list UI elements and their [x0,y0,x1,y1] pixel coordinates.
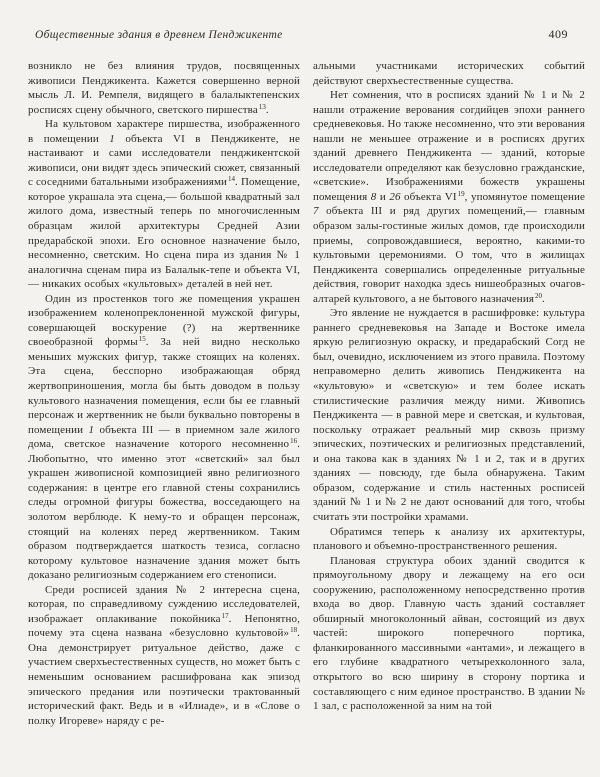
paragraph: Плановая структура обоих зданий сводится к прямоугольному двору и лежащему на его оси сооружению, расположенному непосредственно против входа во двор. Главную часть зданий составляет обширный многоколонный айван, состоящий из двух частей: широкого поперечного портика, фланкированного массивными «антами», и лежащего в его глубине квадратного четырехколонного зала, открытого во всю ширину в сторону портика и составляющего с ним единое пространство. В здании № 1 зал, с расположенной за ним на той [313,554,585,713]
italic-number: 1 [88,423,95,436]
footnote-marker: 17 [221,611,229,620]
right-column [313,59,585,728]
running-header-title: Общественные здания в древнем Пенджикенте [35,29,283,41]
italic-number: 26 [389,190,401,203]
footnote-marker: 14 [228,175,236,184]
footnote-marker: 20 [535,291,542,300]
italic-number: 7 [313,205,319,218]
italic-number: 1 [109,132,115,145]
paragraph: Нет сомнения, что в росписях зданий № 1 и № 2 нашли отражение верования согдийцев эпохи раннего средневековья. Но также несомненно, что эти верования нашли не меньшее отражение и в росписях других зданий древнего Пенджикента — зданий, которые исследователи определяют как безусловно гражданские, «светские». Изображениями божеств украшены помещения 8 и 26 объекта VI$^{19}$, упомянутое помещение 7 объекта III и ряд других помещений,— главным образом залы-гостиные жилых домов, где происходили приемы, сопровождавшиеся, вероятно, какими-то культовыми церемониями. О том, что в жилищах Пенджикента совершались определенные ритуальные действия, говорит находка здесь нишеобразных очагов-алтарей культового, а не бытового назначения$^{20}$. [313,89,586,305]
italic-number: 8 [370,190,377,203]
paragraph: Обратимся теперь к анализу их архитектуры, планового и объемно-пространственного решения. [313,525,585,553]
footnote-marker: 18 [290,626,298,635]
footnote-marker: 15 [138,335,146,344]
footnote-marker: 16 [290,437,298,446]
paragraph: На культовом характере пиршества, изображенного в помещении 1 объекта VI в Пенджикенте, не настаивают и сами исследователи пенджикентской живописи, они видят здесь эпический сюжет, связанный с соседними батальными изображениями$^{14}$. Помещение, которое украшала эта сцена,— большой квадратный зал жилого дома, известный теперь по многочисленным образцам жилой архитектуры Средней Азии предарабской эпохи. Его основное назначение было, несомненно, светским. Но сцена пира из здания № 1 аналогична сценам пира из Балалык-тепе и объекта VI,— никаких особых «культовых» деталей в ней нет. [28,118,301,291]
paragraph: Среди росписей здания № 2 интересна сцена, которая, по справедливому суждению исследователей, изображает оплакивание покойника$^{17}$. Непонятно, почему эта сцена названа «безусловно культовой»$^{18}$. Она демонстрирует ритуальное действо, даже с участием сверхъестественных существ, но может быть с неменьшим основанием расшифрована как эпизод эпического предания или поэтически трактованный исторический факт. Ведь и в «Илиаде», и в «Слове о полку Игореве» наряду с ре- [28,583,300,727]
running-header [35,27,568,42]
paragraph: Один из простенков того же помещения украшен изображением коленопреклоненной мужской фигуры, совершающей воскурение (?) на жертвеннике своеобразной формы$^{15}$. За ней видно несколько меньших мужских фигур, также стоящих на коленях. Эта сцена, бесспорно изображающая обряд жертвоприношения, могла бы быть доводом в пользу культового назначения помещения, если бы ее главный персонаж и жертвенник не были буквально повторены в помещении 1 объекта III — в приемном зале жилого дома, светское назначение которого несомненно$^{16}$. Любопытно, что именно этот «светский» зал был украшен живописной композицией явно религиозного содержания: в центре его главной стены сохранились следы огромной фигуры божества, восседающего на золотом верблюде. К нему-то и обращен персонаж, стоящий на коленях перед жертвенником. Таким образом подтверждается шаткость тезиса, согласно которому культовое назначение здания может быть доказано религиозным содержанием его стенописи. [28,292,300,582]
paragraph: альными участниками исторических событий действуют сверхъестественные существа. [313,60,585,87]
footnote-marker: 19 [457,189,465,198]
paragraph: Это явление не нуждается в расшифровке: культура раннего средневековья на Западе и Востоке имела яркую религиозную окраску, и предарабский Согд не был, очевидно, исключением из этого правила. Поэтому неправомерно делить живопись Пенджикента на «культовую» и «светскую» и тем более искать стилистические различия между ними. Живопись Пенджикента — в равной мере и светская, и культовая, поскольку отражает реальный мир сквозь призму эпических, поэтических и религиозных представлений, и она такова как в зданиях № 1 и 2, так и в других зданиях — повсюду, где была обнаружена. Таким образом, содержание и стиль настенных росписей зданий № 1 и № 2 не дают оснований для того, чтобы считать эти постройки храмами. [313,307,585,523]
paragraph: возникло не без влияния трудов, посвященных живописи Пенджикента. Кажется совершенно верной мысль Л. И. Ремпеля, видящего в балалыктепенских росписях сцену обычного, светского пиршества$^{13}$. [28,60,300,116]
left-column [28,59,300,728]
footnote-marker: 13 [258,102,266,111]
text-columns [28,59,585,728]
page-number: 409 [548,27,568,41]
